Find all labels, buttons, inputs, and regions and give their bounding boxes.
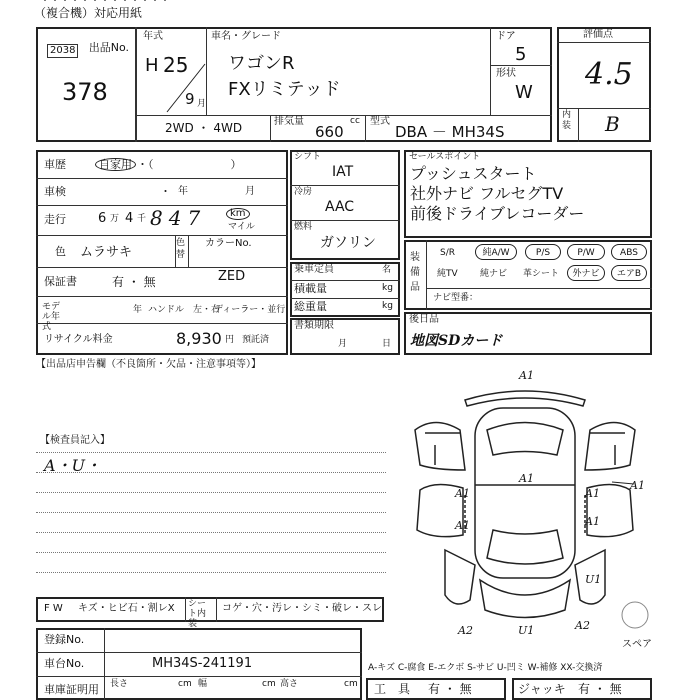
displacement-unit: cc xyxy=(350,116,360,126)
doc-period-day: 日 xyxy=(382,339,392,349)
score-value: 4.5 xyxy=(585,57,633,92)
chassis-value: MH34S-241191 xyxy=(152,656,253,671)
mark-10: A2 xyxy=(575,619,590,632)
seat-label: シート内装 xyxy=(188,599,207,629)
lot-number: 378 xyxy=(62,78,108,106)
capacity-unit: 名 xyxy=(382,265,392,275)
mark-1: A1 xyxy=(519,369,534,382)
equip-airbag: エアB xyxy=(611,265,647,281)
cert-height-unit: cm xyxy=(344,679,358,689)
shape-value: W xyxy=(515,82,533,103)
fw-options: キズ・ヒビ石・割レX xyxy=(78,603,175,614)
year-month-unit: 月 xyxy=(197,99,207,109)
inspection-month-unit: 月 xyxy=(245,186,255,197)
equip-navi: 純ナビ xyxy=(480,269,508,279)
seat-options: コゲ・穴・汚レ・シミ・破レ・スレ xyxy=(222,603,382,614)
door-label: ドア xyxy=(496,31,516,42)
damage-legend: A-キズ C-腐食 E-エクボ S-サビ U-凹ミ W-補修 XX-交換済 xyxy=(368,663,603,673)
model-name-label: 車名・グレード xyxy=(211,31,281,42)
sales-point-label: セールスポイント xyxy=(409,152,481,162)
equipment-label: 装備品 xyxy=(410,252,420,293)
warranty-label: 保証書 xyxy=(44,275,77,288)
fuel-label: 燃料 xyxy=(294,222,313,232)
weight-unit: kg xyxy=(382,301,393,311)
shape-label: 形状 xyxy=(496,68,516,79)
displacement-label: 排気量 xyxy=(274,116,304,127)
mark-4: A1 xyxy=(455,519,470,532)
dealer-options: ディーラー・並行 xyxy=(214,305,286,315)
mark-11: A1 xyxy=(630,479,645,492)
equip-alloy-wheel: 純A/W xyxy=(475,244,517,260)
cert-height: 高さ xyxy=(280,679,299,689)
equip-leather: 革シート xyxy=(523,269,560,279)
mark-6: A1 xyxy=(585,515,600,528)
mileage-sen-unit: 千 xyxy=(137,214,147,224)
model-year-unit: 年 xyxy=(133,305,143,315)
doc-period-month: 月 xyxy=(338,339,348,349)
mileage-label: 走行 xyxy=(44,213,66,226)
model-grade: FXリミテッド xyxy=(228,79,341,100)
sales-point-line-2: 社外ナビ フルセグTV xyxy=(410,184,564,203)
header-top-line: （複合機）対応用紙 xyxy=(34,6,143,20)
load-unit: kg xyxy=(382,283,393,293)
sales-point-line-1: プッシュスタート xyxy=(410,164,537,183)
spare-tire-icon xyxy=(620,600,650,630)
mark-5: A1 xyxy=(585,487,600,500)
equip-tv: 純TV xyxy=(437,269,458,279)
inspector-label: 【検査員記入】 xyxy=(40,435,110,446)
year-value: 25 xyxy=(163,53,189,77)
after-parts-label: 後日品 xyxy=(409,314,439,325)
model-name: ワゴンR xyxy=(228,53,295,74)
declaration-label: 【出品店申告欄（不良箇所・欠品・注意事項等）】 xyxy=(36,359,261,370)
color-code-label: カラーNo. xyxy=(205,238,252,249)
mileage-digits: 847 xyxy=(150,206,207,230)
ac-value: AAC xyxy=(325,199,355,215)
tools-value: 有 ・ 無 xyxy=(428,682,472,696)
inspection-dot: ・ xyxy=(160,185,171,198)
chassis-label: 車台No. xyxy=(44,657,85,670)
mileage-sen: 4 xyxy=(125,211,134,226)
mileage-unit-km: km xyxy=(226,208,250,220)
color-code: ZED xyxy=(218,269,246,284)
cert-width: 幅 xyxy=(198,679,208,689)
doc-period-label: 書類期限 xyxy=(294,320,334,331)
mark-2: A1 xyxy=(519,472,534,485)
shift-label: シフト xyxy=(294,152,322,162)
shift-value: IAT xyxy=(332,164,354,180)
equip-abs: ABS xyxy=(611,244,647,260)
lot-label: 出品No. xyxy=(88,41,129,54)
recycle-value: 8,930 xyxy=(176,329,222,348)
model-code-label: 型式 xyxy=(370,116,390,127)
reg-label: 登録No. xyxy=(44,633,85,646)
history-label: 車歴 xyxy=(44,158,66,171)
year-month: 9 xyxy=(185,90,195,108)
displacement-value: 660 xyxy=(315,123,344,141)
header-cut-text: ・・・・・・・・・・・・・ xyxy=(40,0,170,7)
interior-value: B xyxy=(605,112,620,136)
warranty-value: 有 ・ 無 xyxy=(112,275,156,289)
score-label: 評価点 xyxy=(583,29,613,40)
load-label: 積載量 xyxy=(294,282,327,295)
recycle-status: 預託済 xyxy=(242,335,270,345)
equip-sr: S/R xyxy=(440,248,455,258)
fuel-value: ガソリン xyxy=(320,235,376,251)
model-year-label: モデル年式 xyxy=(42,302,61,332)
nav-model-label: ナビ型番： xyxy=(433,293,479,303)
mark-8: A2 xyxy=(458,624,473,637)
model-code-value: DBA － MH34S xyxy=(395,123,505,141)
lot-number-box: 2038 xyxy=(47,44,78,58)
recycle-unit: 円 xyxy=(225,335,235,345)
capacity-label: 乗車定員 xyxy=(294,264,334,275)
cert-length: 長さ xyxy=(110,679,129,689)
year-label: 年式 xyxy=(143,31,163,42)
interior-label: 内装 xyxy=(562,110,572,131)
mileage-unit-mile: マイル xyxy=(228,222,255,232)
tools-label: 工 具 xyxy=(374,682,411,696)
after-parts-value: 地図SDカード xyxy=(410,333,503,349)
mileage-man-unit: 万 xyxy=(110,214,120,224)
cert-length-unit: cm xyxy=(178,679,192,689)
equip-pw: P/W xyxy=(567,244,605,260)
fw-label: F W xyxy=(44,603,63,614)
cert-width-unit: cm xyxy=(262,679,276,689)
ac-label: 冷房 xyxy=(294,187,313,197)
color-value: ムラサキ xyxy=(80,245,133,260)
inspector-note: A・U・ xyxy=(44,456,102,475)
history-rest: ・（ ） xyxy=(137,158,242,171)
detail-left-box xyxy=(36,150,288,355)
color-label: 色 xyxy=(55,245,66,258)
color-change-label: 色替 xyxy=(176,238,186,260)
door-value: 5 xyxy=(515,44,527,65)
equip-ext-navi: 外ナビ xyxy=(567,265,605,281)
spare-label: スペア xyxy=(622,639,652,650)
mark-3: A1 xyxy=(455,487,470,500)
mileage-man: 6 xyxy=(98,211,107,226)
mark-7: U1 xyxy=(585,573,602,586)
mark-9: U1 xyxy=(518,624,535,637)
inspection-label: 車検 xyxy=(44,185,66,198)
jack-value: 有 ・ 無 xyxy=(578,682,622,696)
drive-type: 2WD ・ 4WD xyxy=(165,121,243,135)
cert-label: 車庫証明用 xyxy=(44,683,99,696)
weight-label: 総重量 xyxy=(294,300,327,313)
year-era: H xyxy=(145,55,159,76)
history-value: 自家用 xyxy=(95,158,136,171)
handle-options: ハンドル 左・右 xyxy=(148,305,221,315)
inspection-year-unit: 年 xyxy=(178,186,188,197)
sales-point-line-3: 前後ドライブレコーダー xyxy=(410,204,585,223)
jack-label: ジャッキ xyxy=(518,682,566,696)
recycle-label: リサイクル料金 xyxy=(44,334,113,345)
equip-ps: P/S xyxy=(525,244,561,260)
